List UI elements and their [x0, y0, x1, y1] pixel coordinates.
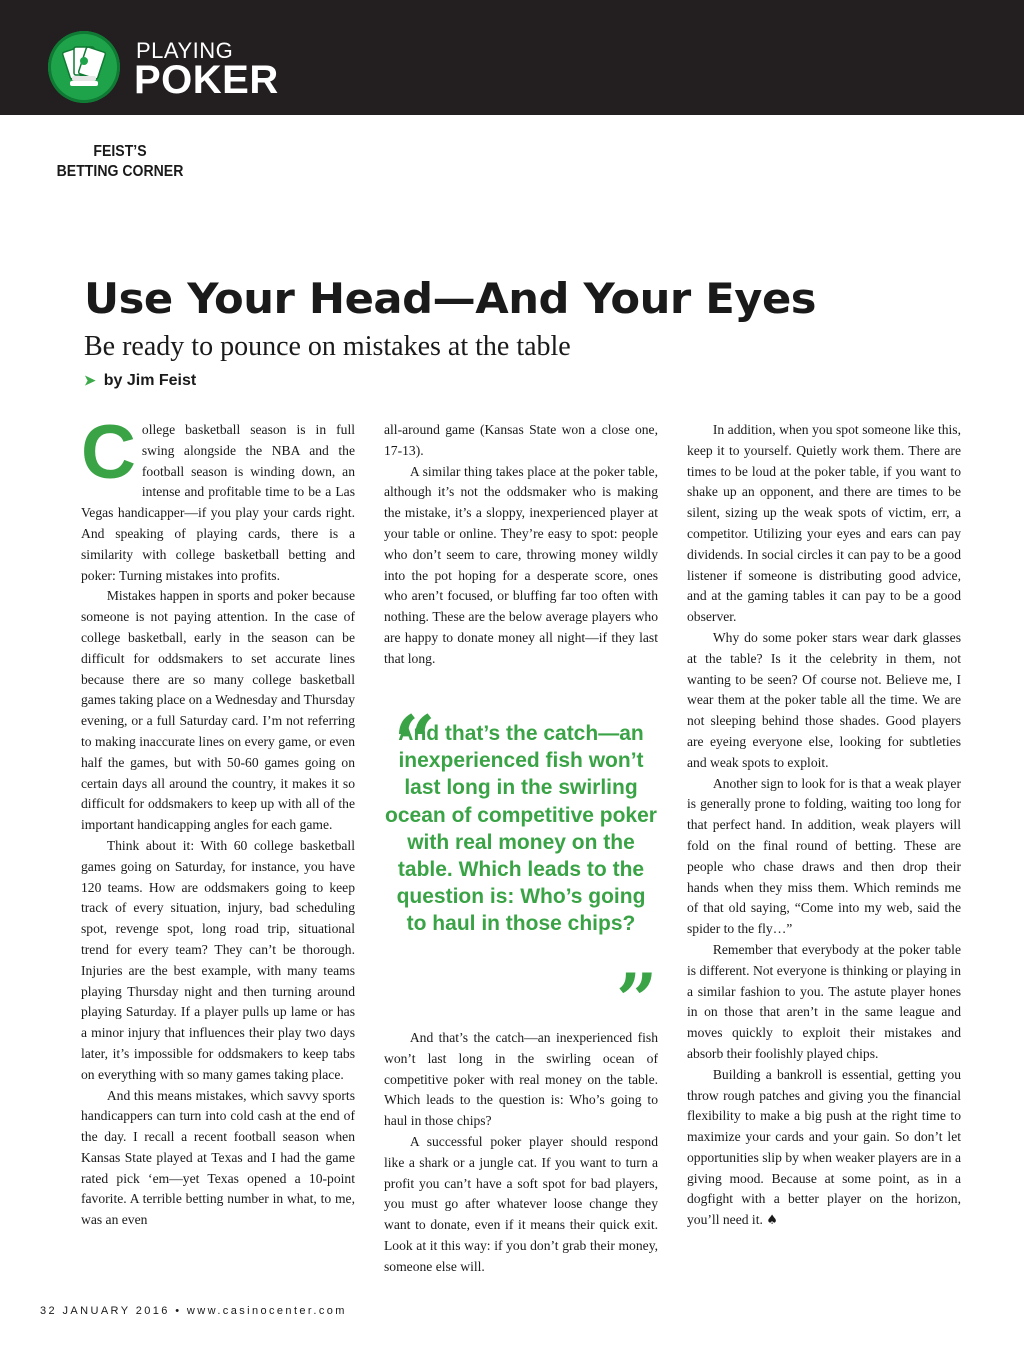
pull-quote-text: And that’s the catch—an inexperienced fish won’t last long in the swirling ocean of competitive poker with real money on the table. Which leads to the question is: Who’s going to haul in those chips?: [385, 722, 657, 936]
headline: Use Your Head—And Your Eyes: [84, 274, 817, 323]
open-quote-icon: “: [394, 699, 436, 784]
body-paragraph: In addition, when you spot someone like this, keep it to yourself. Quietly work them. There are times to be loud at the poker table, if you want to shake up an opponent, and there are times to be silent, sizing up the weak spots of victim, err, a competitor. Utilizing your eyes and ears can pay dividends. In social circles it can pay to be a good listener if someone is distributing good advice, and at the gaming tables it can pay to be a good observer.: [687, 422, 961, 625]
body-paragraph: Think about it: With 60 college basketball games going on Saturday, for instance, you have 120 teams. How are oddsmakers going to keep track of every situation, injury, bad scheduling spot, revenge spot, long road trip, situational trend for every team? They can’t be thorough. Injuries are the best example, with many teams playing Thursday night and then turning around playing Saturday. If a player pulls up lame or has a minor injury that influences their play two days later, it’s impossible for oddsmakers to keep tabs on everything with so many games taking place.: [81, 837, 355, 1082]
body-paragraph: A successful poker player should respond like a shark or a jungle cat. If you want to turn a profit you can’t have a soft spot for bad players, you must go after whatever loose change they want to donate, even if it means their quick exit. Look at it this way: if you don’t grab their money, someone else will.: [384, 1133, 658, 1274]
body-paragraph: all-around game (Kansas State won a close one, 17-13).: [384, 422, 658, 458]
body-paragraph: And that’s the catch—an inexperienced fish won’t last long in the swirling ocean of competitive poker with real money on the table. Which leads to the question is: Who’s going to haul in those chips?: [384, 1030, 658, 1129]
body-paragraph: Why do some poker stars wear dark glasses at the table? Is it the celebrity in them, not wanting to be seen? Of course not. Believe me, I wear them at the poker table all the time. We are not sleeping behind those shades. Good players are eyeing everyone else, looking for subtleties and weak spots to exploit.: [687, 629, 961, 770]
byline-text: by Jim Feist: [103, 372, 197, 389]
paragraph-text: Building a bankroll is essential, getting you throw rough patches and giving you the financial flexibility to make a big push at the right time to maximize your cards and your gain. So don’t let opportunities slip by when weaker players are in a giving mood. Because at some point, as in a dogfight with a better player on the horizon, you’ll need it.: [687, 1066, 961, 1228]
column-label-line-1: FEIST’S: [93, 143, 147, 160]
page-folio: 32 JANUARY 2016 • www.casinocenter.com: [40, 1305, 347, 1317]
body-paragraph: Remember that everybody at the poker table is different. Not everyone is thinking or playing in a similar fashion to you. The astute player hones in on those that aren’t in the same league and moves quickly to exploit their mistakes and absorb their foolishly played chips.: [687, 941, 961, 1061]
article-column-3: [687, 420, 961, 1232]
article-column-2-bottom: [384, 1028, 658, 1278]
paragraph-text: ollege basketball season is in full swing alongside the NBA and the football season is winding down, an intense and profitable time to be a Las Vegas handicapper—if you play your cards right. And speaking of playing cards, there is a similarity with college basketball betting and poker: Turning mistakes into profits.: [81, 422, 355, 583]
spade-end-mark-icon: ♠: [766, 1213, 778, 1229]
byline: [84, 372, 196, 390]
article-column-1: [81, 410, 355, 1231]
column-label-line-2: BETTING CORNER: [56, 163, 184, 180]
body-paragraph: Another sign to look for is that a weak player is generally prone to folding, waiting too long for that perfect hand. In addition, weak players will fold on the final round of betting. These are people who chase draws and then drop their hands when they miss them. Which reminds me of that old saying, “Come into my web, said the spider to the fly…”: [687, 775, 961, 937]
body-paragraph: A similar thing takes place at the poker table, although it’s not the oddsmaker who is making the mistake, it’s a sloppy, inexperienced player at your table or online. They’re easy to spot: people who don’t seem to care, throwing money wildly into the pot hoping for a desperate score, ones who aren’t focused, or bluffing far too often with nothing. These are the below average players who are happy to donate money all night—if they last that long.: [384, 463, 658, 666]
playing-cards-icon: [48, 31, 120, 103]
body-paragraph: Mistakes happen in sports and poker because someone is not paying attention. In the case of college basketball, early in the season can be difficult for oddsmakers to set accurate lines because there are so many college basketball games taking place on a Wednesday and Thursday evening, or a full Saturday card. I’m not referring to making inaccurate lines on every game, or even half the games, but with 50-60 games going on certain days all around the country, it makes it so difficult for oddsmakers to keep up with all of the important handicapping angles for each game.: [81, 588, 355, 833]
body-paragraph: And this means mistakes, which savvy sports handicappers can turn into cold cash at the end of the day. I recall a recent football season when Kansas State played at Texas and I had the game rated pick ‘em—yet Texas opened a 10-point favorite. A terrible betting number in what, to me, was an even: [81, 1087, 355, 1228]
close-quote-icon: ”: [616, 957, 658, 1042]
subheadline: Be ready to pounce on mistakes at the table: [84, 331, 571, 362]
body-paragraph: [81, 410, 355, 586]
article-column-2-top: [384, 420, 658, 670]
section-name-bottom: POKER: [134, 58, 279, 102]
header-bar: [0, 0, 1024, 115]
section-name-top: PLAYING: [136, 38, 234, 63]
pull-quote: [384, 699, 658, 1042]
column-label: [50, 142, 191, 182]
arrow-icon: ➤: [84, 372, 96, 388]
drop-cap: C: [81, 410, 136, 495]
body-paragraph: [687, 1065, 961, 1232]
